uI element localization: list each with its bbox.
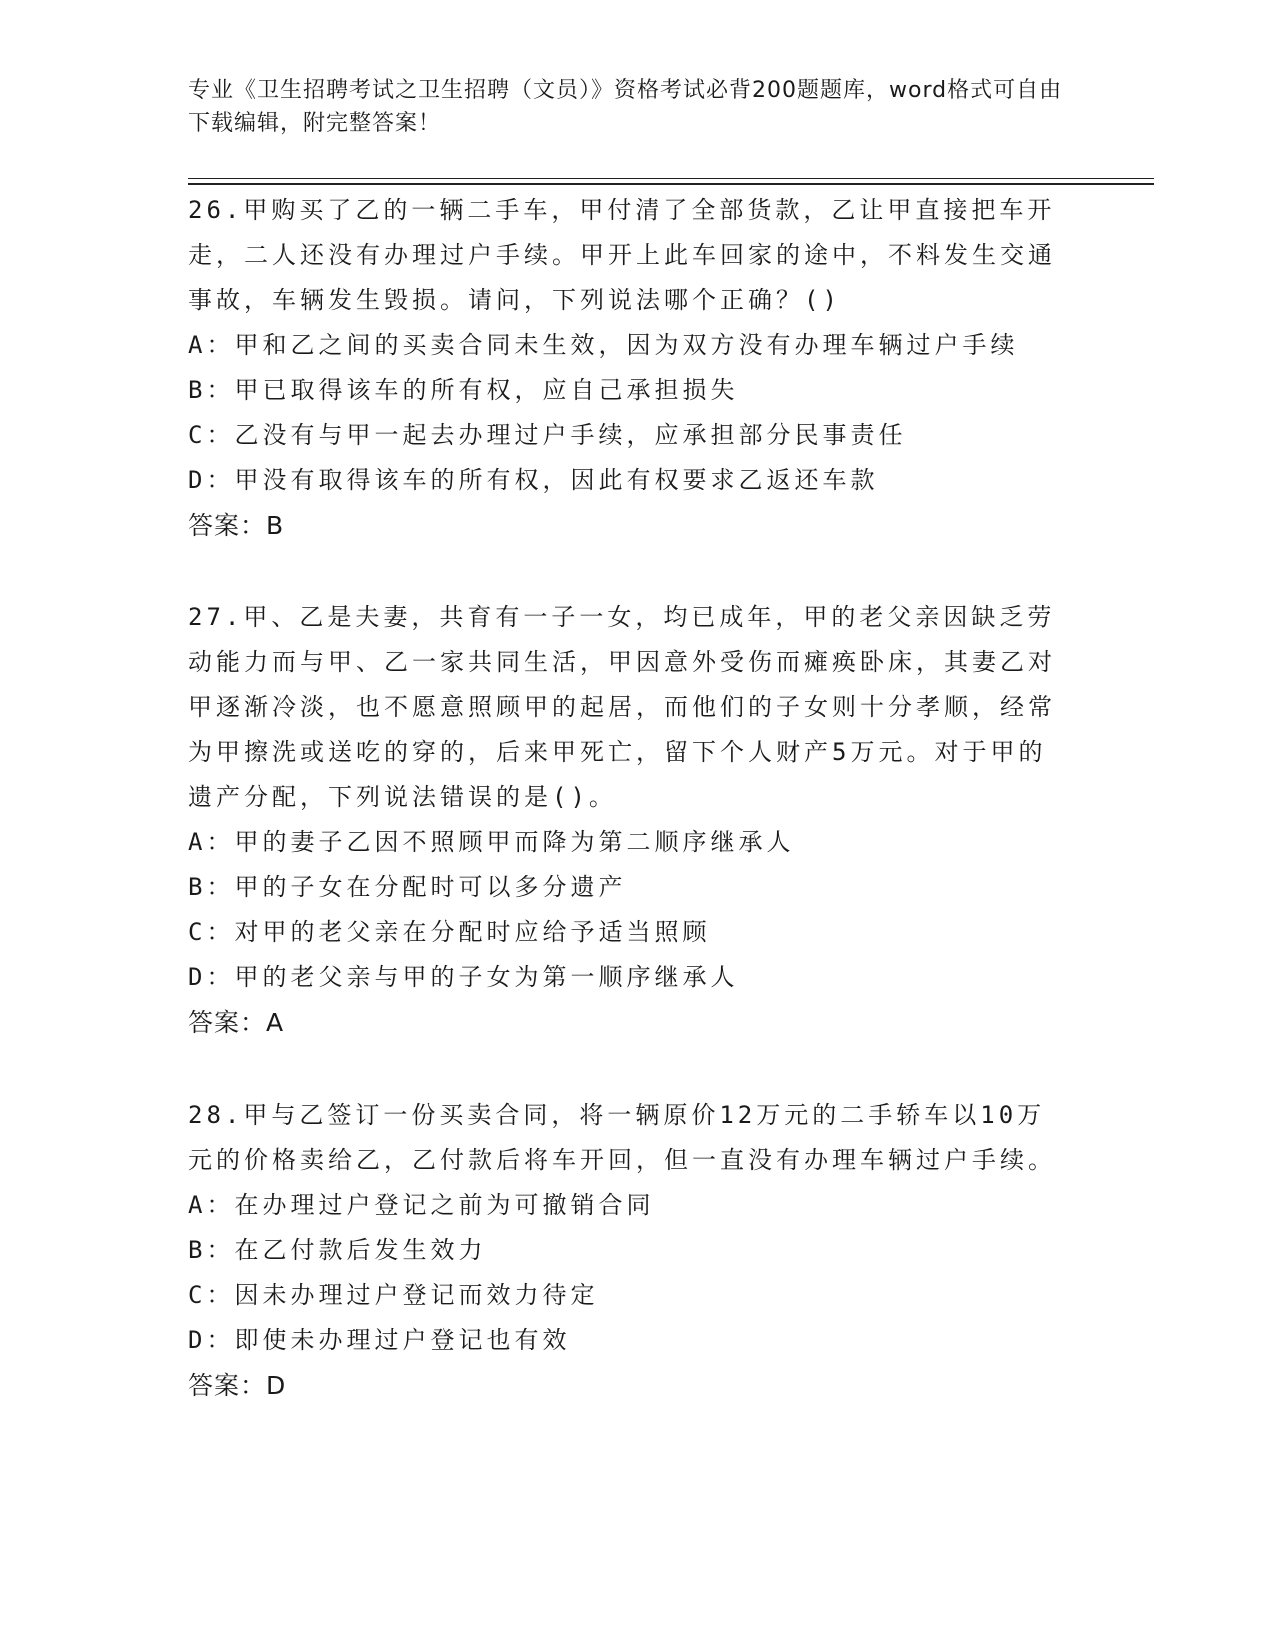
option-a: A：在办理过户登记之前为可撤销合同 [188,1191,655,1219]
header-title: 专业《卫生招聘考试之卫生招聘（文员）》资格考试必背200题题库，word格式可自由下载编辑，附完整答案！ [188,78,1063,136]
page-header [188,74,1068,140]
question-28 [188,1093,1068,1408]
question-stem: 28.甲与乙签订一份买卖合同，将一辆原价12万元的二手轿车以10万元的价格卖给乙，乙付款后将车开回，但一直没有办理车辆过户手续。 [188,1101,1056,1174]
answer-line: 答案：D [188,1371,287,1400]
option-b: B：甲已取得该车的所有权，应自己承担损失 [188,376,739,404]
header-divider [188,178,1154,185]
option-a: A：甲和乙之间的买卖合同未生效，因为双方没有办理车辆过户手续 [188,331,1019,359]
option-list [188,1183,1068,1363]
question-26 [188,188,1068,548]
option-c: C：因未办理过户登记而效力待定 [188,1281,599,1309]
option-list [188,323,1068,503]
option-b: B：在乙付款后发生效力 [188,1236,487,1264]
option-d: D：甲没有取得该车的所有权，因此有权要求乙返还车款 [188,466,879,494]
answer-line: 答案：A [188,1008,285,1037]
option-c: C：对甲的老父亲在分配时应给予适当照顾 [188,918,711,946]
option-d: D：甲的老父亲与甲的子女为第一顺序继承人 [188,963,739,991]
answer-line: 答案：B [188,511,285,540]
question-stem: 27.甲、乙是夫妻，共育有一子一女，均已成年，甲的老父亲因缺乏劳动能力而与甲、乙一家共同生活，甲因意外受伤而瘫痪卧床，其妻乙对甲逐渐冷淡，也不愿意照顾甲的起居，而他们的子女则十分孝顺，经常为甲擦洗或送吃的穿的，后来甲死亡，留下个人财产5万元。对于甲的遗产分配，下列说法错误的是()。 [188,603,1056,811]
option-a: A：甲的妻子乙因不照顾甲而降为第二顺序继承人 [188,828,795,856]
question-27 [188,595,1068,1045]
option-list [188,820,1068,1000]
option-c: C：乙没有与甲一起去办理过户手续，应承担部分民事责任 [188,421,907,449]
option-d: D：即使未办理过户登记也有效 [188,1326,571,1354]
option-b: B：甲的子女在分配时可以多分遗产 [188,873,627,901]
question-stem: 26.甲购买了乙的一辆二手车，甲付清了全部货款，乙让甲直接把车开走，二人还没有办理过户手续。甲开上此车回家的途中，不料发生交通事故，车辆发生毁损。请问，下列说法哪个正确？() [188,196,1056,314]
